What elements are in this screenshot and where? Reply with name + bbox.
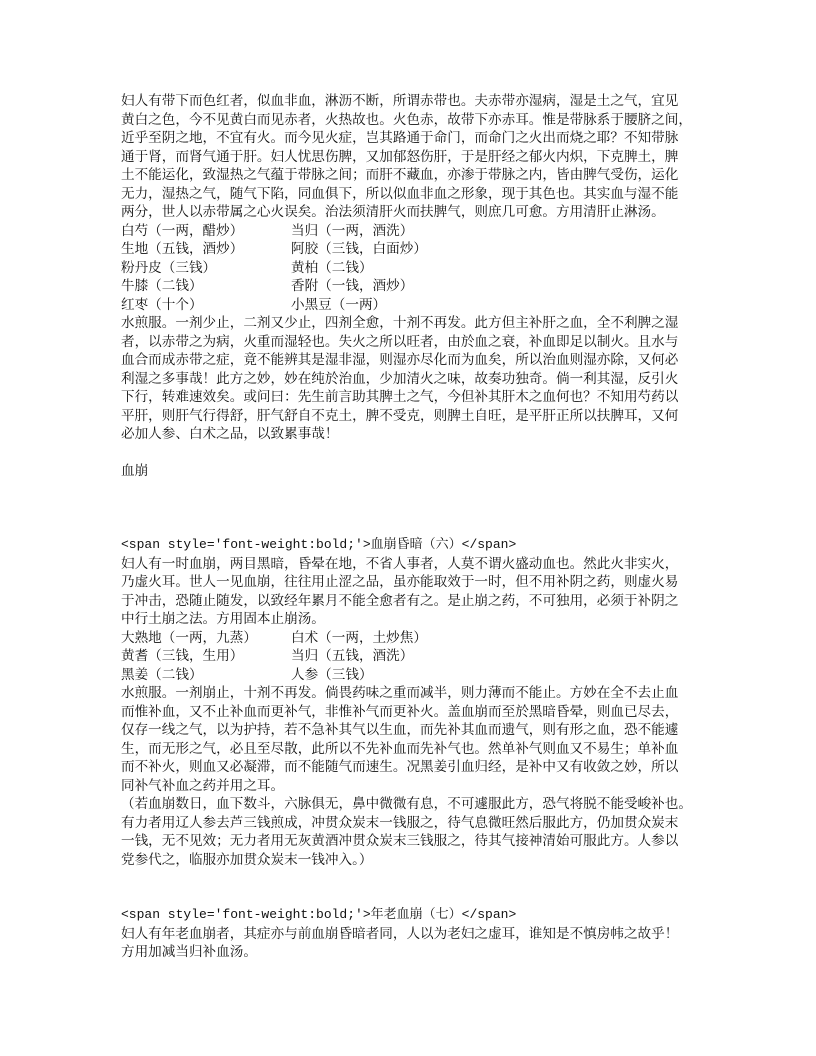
section-heading: <span style='font-weight:bold;'>血崩昏暗（六）</span>	[121, 537, 517, 552]
text-line: 而惟补血，又不止补血而更补气，非惟补气而更补火。盖血崩而至於黑暗昏晕，则血已尽去，	[121, 703, 679, 720]
ingredient-list	[121, 629, 711, 685]
text-line: 水煎服。一剂少止，二剂又少止，四剂全愈，十剂不再发。此方但主补肝之血，全不利脾之湿	[121, 315, 679, 331]
blank-line	[121, 481, 711, 500]
ingredient-row	[121, 647, 711, 666]
paragraph-intro	[121, 925, 711, 962]
text-line: 水煎服。一剂崩止，十剂不再发。倘畏药味之重而减半，则力薄而不能止。方妙在全不去止血	[121, 685, 679, 701]
text-line: 血合而成赤带之症，竟不能辨其是湿非湿，则湿亦尽化而为血矣，所以治血则湿亦除，又何必	[121, 352, 679, 368]
section-heading: <span style='font-weight:bold;'>年老血崩（七）</span>	[121, 907, 517, 922]
paragraph-intro	[121, 555, 711, 629]
paragraph-intro	[121, 92, 711, 222]
text-line: 而不补火，则血又必凝滞，而不能随气而速生。况黑姜引血归经，是补中又有收敛之妙，所以	[121, 759, 679, 775]
ingredient-row	[121, 222, 711, 241]
ingredient-row	[121, 296, 711, 315]
text-line: 同补气补血之药并用之耳。	[121, 777, 285, 794]
ingredient-item: 阿胶（三钱，白面炒）	[291, 241, 427, 257]
text-line: 必加人参、白术之品，以致累事哉！	[121, 426, 339, 442]
text-line: 黄白之色，今不见黄白而见赤者，火热故也。火色赤，故带下亦赤耳。惟是带脉系于腰脐之间，	[121, 111, 692, 128]
ingredient-item: 当归（一两，酒洗）	[291, 222, 414, 239]
text-line: 平肝，则肝气行得舒，肝气舒自不克土，脾不受克，则脾土自旺，是平肝正所以扶脾耳，又何	[121, 407, 679, 424]
text-line: 两分，世人以赤带属之心火误矣。治法须清肝火而扶脾气，则庶几可愈。方用清肝止淋汤。	[121, 204, 665, 220]
text-line: 近乎至阴之地，不宜有火。而今见火症，岂其路通于命门，而命门之火出而烧之耶？不知带脉	[121, 130, 679, 146]
paragraph-method	[121, 684, 711, 795]
ingredient-item: 人参（三钱）	[291, 666, 373, 683]
ingredient-item: 香附（一钱，酒炒）	[291, 278, 414, 294]
blank-line	[121, 499, 711, 518]
ingredient-row	[121, 259, 711, 278]
paragraph-method	[121, 314, 711, 444]
text-line: 乃虚火耳。世人一见血崩，往往用止涩之品，虽亦能取效于一时，但不用补阴之药，则虚火易	[121, 574, 679, 590]
ingredient-item: 当归（五钱，酒洗）	[291, 648, 414, 664]
text-line: 方用加减当归补血汤。	[121, 944, 257, 960]
section-blood-collapse-dizziness	[121, 536, 711, 869]
text-line: 一钱，无不见效；无力者用无灰黄酒冲贯众炭末三钱服之，待其气接神清始可服此方。人参以	[121, 833, 679, 849]
text-line: 妇人有带下而色红者，似血非血，淋沥不断，所谓赤带也。夫赤带亦湿病，湿是土之气，宜见	[121, 93, 679, 109]
blank-line	[121, 869, 711, 888]
text-line: 妇人有年老血崩者，其症亦与前血崩昏暗者同，人以为老妇之虚耳，谁知是不慎房帏之故乎！	[121, 925, 679, 942]
text-line: 者，以赤带之为病，火重而湿轻也。失火之所以旺者，由於血之衰，补血即足以制火。且水与	[121, 333, 679, 350]
ingredient-item: 大熟地（一两，九蒸）	[121, 629, 257, 646]
text-line: 下行，转难速效矣。或问曰：先生前言助其脾土之气，今但补其肝木之血何也？不知用芍药以	[121, 389, 679, 405]
section-red-discharge	[121, 92, 711, 444]
text-line: （若血崩数日，血下数斗，六脉俱无，鼻中微微有息，不可遽服此方，恐气将脱不能受峻补也。	[121, 796, 692, 812]
text-line: 通于肾，而肾气通于肝。妇人忧思伤脾，又加郁怒伤肝，于是肝经之郁火内炽，下克脾土，脾	[121, 148, 679, 165]
ingredient-row	[121, 240, 711, 259]
ingredient-item: 牛膝（二钱）	[121, 278, 203, 294]
ingredient-item: 白术（一两，土炒焦）	[291, 629, 427, 646]
ingredient-list	[121, 222, 711, 315]
text-line: 利湿之多事哉！此方之妙，妙在纯於治血，少加清火之味，故奏功独奇。倘一利其湿，反引火	[121, 370, 679, 387]
text-line: 中行土崩之法。方用固本止崩汤。	[121, 611, 325, 627]
paragraph-note	[121, 795, 711, 869]
document-body	[121, 92, 711, 962]
text-line: 妇人有一时血崩，两目黑暗，昏晕在地，不省人事者，人莫不谓火盛动血也。然此火非实火，	[121, 555, 679, 572]
ingredient-item: 黑姜（二钱）	[121, 666, 203, 683]
ingredient-item: 黄耆（三钱，生用）	[121, 648, 244, 664]
ingredient-row	[121, 666, 711, 685]
ingredient-item: 红枣（十个）	[121, 296, 203, 313]
ingredient-item: 白芍（一两，醋炒）	[121, 222, 244, 239]
blank-line	[121, 444, 711, 463]
text-line: 土不能运化，致湿热之气蕴于带脉之间；而肝不藏血，亦渗于带脉之内，皆由脾气受伤，运化	[121, 167, 679, 183]
text-line: 党参代之，临服亦加贯众炭末一钱冲入。）	[121, 851, 373, 868]
ingredient-row	[121, 277, 711, 296]
ingredient-item: 黄柏（二钱）	[291, 259, 373, 276]
ingredient-item: 小黑豆（一两）	[291, 296, 387, 313]
text-line: 生，而无形之气，必且至尽散，此所以不先补血而先补气也。然单补气则血又不易生；单补血	[121, 740, 679, 757]
blank-line	[121, 888, 711, 907]
text-line: 有力者用辽人参去芦三钱煎成，冲贯众炭末一钱服之，待气息微旺然后服此方，仍加贯众炭末	[121, 814, 679, 831]
text-line: 无力，湿热之气，随气下陷，同血俱下，所以似血非血之形象，现于其色也。其实血与湿不能	[121, 185, 679, 202]
text-line: 于冲击，恐随止随发，以致经年累月不能全愈者有之。是止崩之药，不可独用，必须于补阴之	[121, 592, 679, 609]
text-line: 仅存一线之气，以为护持，若不急补其气以生血，而先补其血而遗气，则有形之血，恐不能遽	[121, 722, 679, 738]
ingredient-row	[121, 629, 711, 648]
ingredient-item: 粉丹皮（三钱）	[121, 259, 217, 276]
section-elderly-blood-collapse	[121, 906, 711, 962]
ingredient-item: 生地（五钱，酒炒）	[121, 241, 244, 257]
chapter-title: 血崩	[121, 463, 149, 479]
blank-line	[121, 518, 711, 537]
